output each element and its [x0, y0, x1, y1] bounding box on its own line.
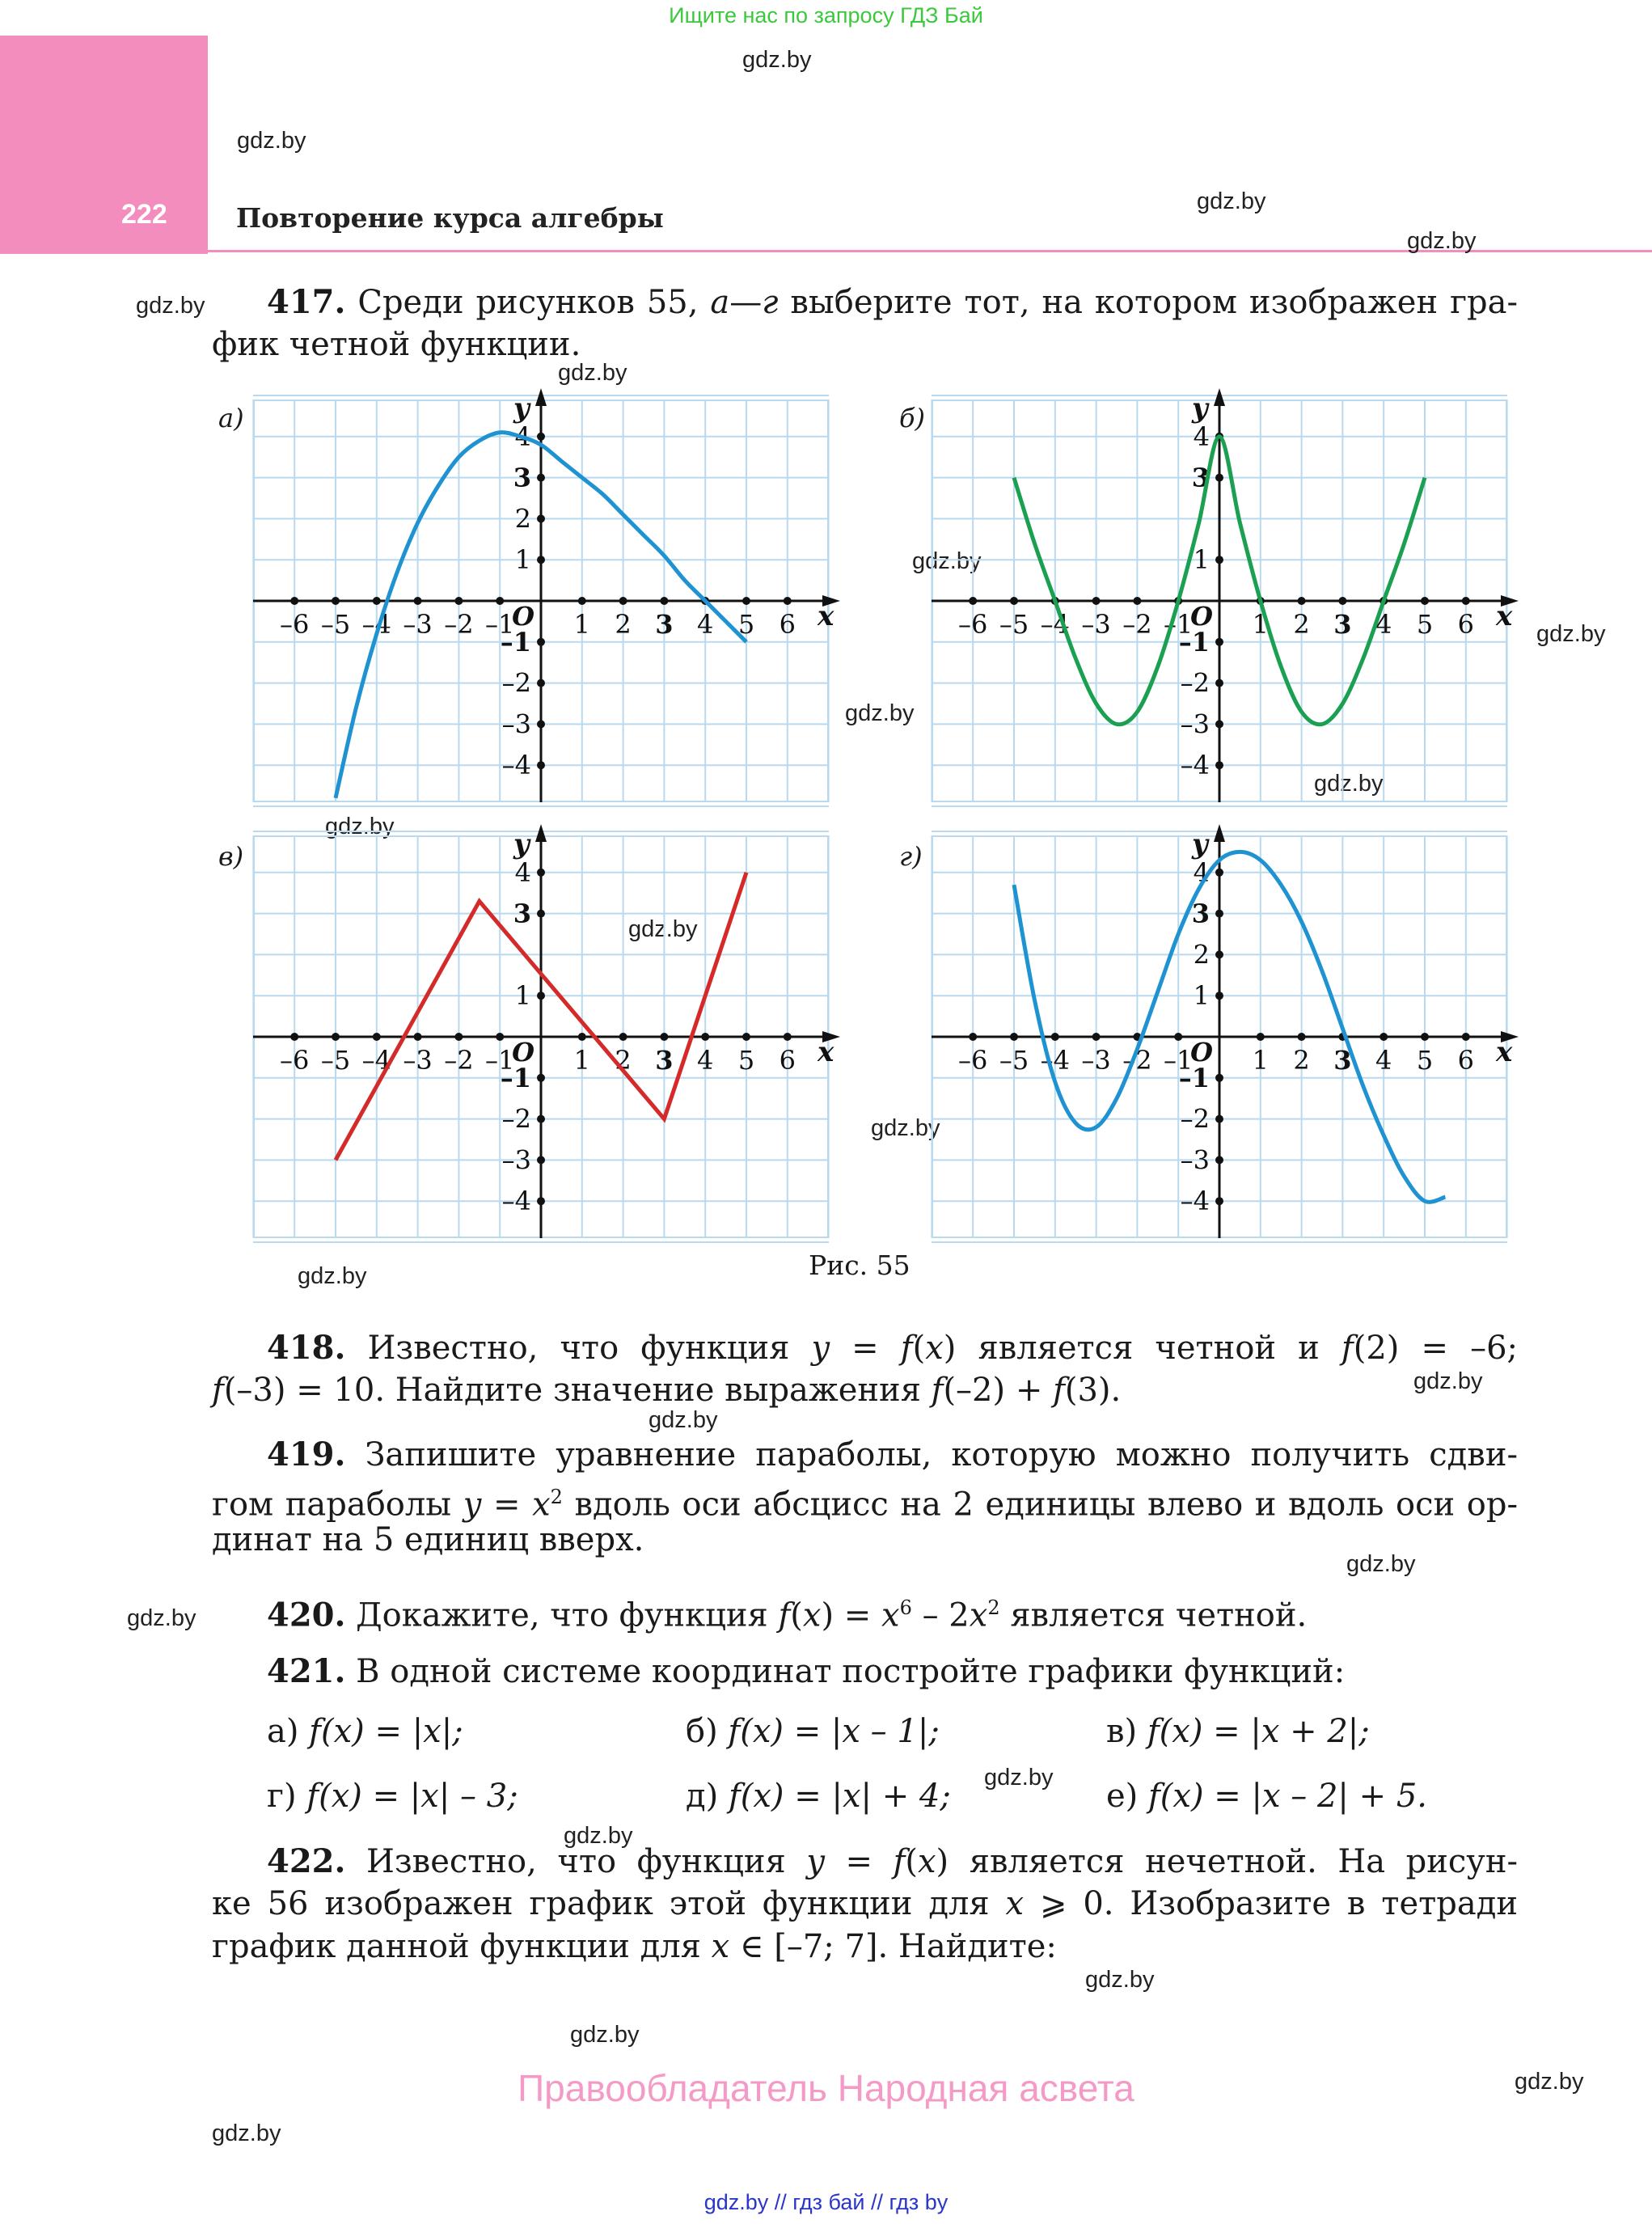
x-tick-dot: [496, 597, 504, 605]
y-tick-label: 4: [514, 856, 531, 888]
y-tick-label: 3: [1191, 898, 1210, 929]
x-tick-dot: [969, 1033, 977, 1041]
y-tick-dot: [537, 1197, 545, 1205]
x-tick-dot: [1257, 1033, 1265, 1041]
y-axis-label: y: [513, 828, 530, 860]
x-tick-dot: [454, 1033, 463, 1041]
y-tick-dot: [537, 761, 545, 769]
y-tick-dot: [537, 1074, 545, 1082]
x-tick-label: 6: [1457, 609, 1474, 640]
x-tick-dot: [619, 1033, 627, 1041]
y-tick-label: –2: [1180, 667, 1210, 699]
x-tick-label: 5: [1416, 1045, 1434, 1076]
x-tick-label: 2: [1293, 1045, 1310, 1076]
y-tick-dot: [1215, 679, 1223, 687]
y-tick-label: –2: [501, 1103, 531, 1135]
watermark: gdz.by: [1314, 771, 1384, 797]
watermark: gdz.by: [570, 2022, 640, 2048]
x-tick-dot: [578, 1033, 586, 1041]
problem-418-line1: 418. Известно, что функция y = f(x) является четной и f(2) = –6;: [267, 1329, 1519, 1367]
y-tick-label: 3: [1191, 462, 1210, 493]
x-tick-dot: [660, 597, 668, 605]
x-tick-dot: [414, 597, 422, 605]
y-tick-label: –4: [1180, 1186, 1210, 1217]
x-tick-label: 1: [1252, 609, 1269, 640]
x-tick-dot: [290, 1033, 298, 1041]
figure-caption: Рис. 55: [809, 1249, 911, 1281]
y-tick-dot: [537, 679, 545, 687]
x-tick-dot: [1298, 1033, 1306, 1041]
watermark: gdz.by: [237, 128, 306, 154]
x-tick-dot: [1462, 597, 1470, 605]
y-tick-label: –4: [1180, 750, 1210, 781]
x-tick-label: –3: [403, 609, 433, 640]
y-tick-label: –3: [501, 708, 531, 740]
x-tick-dot: [701, 1033, 709, 1041]
y-axis-label: y: [1192, 392, 1208, 425]
problem-421-item-b: б) f(x) = |x – 1|;: [686, 1713, 940, 1750]
origin-label: O: [512, 1037, 534, 1068]
y-axis-label: y: [513, 392, 530, 425]
x-axis-label: x: [1496, 1036, 1513, 1068]
x-tick-dot: [1010, 597, 1018, 605]
x-tick-label: 3: [655, 1045, 674, 1076]
problem-422-line1: 422. Известно, что функция y = f(x) является нечетной. На рисун-: [267, 1842, 1519, 1880]
x-tick-dot: [969, 597, 977, 605]
x-tick-label: –4: [361, 1045, 391, 1076]
y-tick-dot: [537, 869, 545, 877]
watermark: gdz.by: [1413, 1368, 1483, 1394]
watermark: gdz.by: [1407, 228, 1477, 254]
y-tick-dot: [537, 474, 545, 482]
graph-a: [253, 392, 834, 802]
y-tick-dot: [1215, 991, 1223, 1000]
x-tick-label: 1: [573, 1045, 590, 1076]
watermark: gdz.by: [845, 700, 915, 726]
origin-label: O: [1190, 601, 1213, 632]
x-tick-label: –1: [485, 609, 515, 640]
y-tick-label: 3: [513, 462, 531, 493]
y-axis-arrow: [1214, 824, 1225, 842]
running-head: Повторение курса алгебры: [236, 202, 664, 234]
watermark: gdz.by: [742, 47, 812, 73]
problem-418-line2: f(–3) = 10. Найдите значение выражения f(–2) + f(3).: [212, 1372, 1122, 1409]
x-tick-label: 6: [779, 1045, 796, 1076]
watermark: gdz.by: [871, 1115, 940, 1141]
x-tick-dot: [1010, 1033, 1018, 1041]
problem-421-item-v: в) f(x) = |x + 2|;: [1106, 1713, 1370, 1750]
y-tick-label: –2: [1180, 1103, 1210, 1135]
y-tick-label: –3: [501, 1144, 531, 1176]
y-tick-dot: [1215, 910, 1223, 918]
x-tick-label: –2: [1122, 1045, 1152, 1076]
x-tick-dot: [1298, 597, 1306, 605]
x-axis-label: x: [1496, 600, 1513, 632]
y-tick-dot: [537, 514, 545, 522]
y-tick-dot: [1215, 1197, 1223, 1205]
x-tick-dot: [332, 597, 340, 605]
x-tick-label: 4: [1375, 609, 1392, 640]
x-tick-label: –3: [1081, 609, 1111, 640]
x-tick-label: –1: [1164, 609, 1194, 640]
x-tick-dot: [1421, 1033, 1429, 1041]
watermark: gdz.by: [1085, 1967, 1155, 1993]
x-tick-label: 2: [615, 1045, 632, 1076]
watermark: gdz.by: [298, 1263, 367, 1289]
y-tick-label: 1: [1193, 544, 1210, 576]
x-tick-label: 4: [1375, 1045, 1392, 1076]
y-tick-label: –2: [501, 667, 531, 699]
x-tick-label: –6: [280, 609, 310, 640]
problem-421-item-a: а) f(x) = |x|;: [267, 1713, 463, 1750]
y-tick-dot: [537, 991, 545, 1000]
x-tick-label: 6: [779, 609, 796, 640]
bottom-links[interactable]: gdz.by // гдз бай // гдз by: [703, 2190, 949, 2214]
y-axis-arrow: [1214, 388, 1225, 406]
y-tick-dot: [1215, 1115, 1223, 1123]
x-tick-label: 3: [655, 609, 674, 640]
y-tick-dot: [1215, 869, 1223, 877]
y-tick-label: –3: [1180, 1144, 1210, 1176]
x-tick-dot: [496, 1033, 504, 1041]
y-tick-dot: [537, 1115, 545, 1123]
watermark: gdz.by: [1536, 621, 1606, 647]
x-tick-dot: [1379, 1033, 1388, 1041]
origin-label: O: [1190, 1037, 1213, 1068]
x-axis-label: x: [818, 600, 834, 632]
problem-422-line3: график данной функции для x ∈ [–7; 7]. Найдите:: [212, 1928, 1057, 1965]
x-tick-label: –1: [485, 1045, 515, 1076]
watermark: gdz.by: [1197, 188, 1266, 214]
y-tick-label: –1: [1178, 626, 1210, 657]
x-tick-label: –6: [958, 609, 988, 640]
x-tick-label: 5: [1416, 609, 1434, 640]
x-tick-label: –1: [1164, 1045, 1194, 1076]
y-tick-label: 4: [514, 421, 531, 452]
x-tick-dot: [742, 1033, 750, 1041]
x-tick-dot: [1051, 1033, 1059, 1041]
watermark: gdz.by: [558, 360, 627, 386]
x-tick-label: –5: [320, 1045, 351, 1076]
y-tick-dot: [1215, 950, 1223, 958]
problem-419-line3: динат на 5 единиц вверх.: [212, 1521, 644, 1558]
y-tick-label: 1: [1193, 980, 1210, 1012]
problem-421: 421. В одной системе координат постройте графики функций:: [267, 1652, 1346, 1690]
x-tick-dot: [1174, 1033, 1182, 1041]
y-tick-label: 1: [514, 544, 531, 576]
x-tick-dot: [784, 597, 792, 605]
watermark: gdz.by: [212, 2120, 281, 2146]
y-tick-dot: [537, 1156, 545, 1164]
y-axis-arrow: [535, 388, 547, 406]
x-tick-label: –2: [444, 609, 474, 640]
y-tick-dot: [537, 556, 545, 564]
panel-label-v: в): [218, 841, 244, 872]
graph-g: [932, 828, 1513, 1238]
x-tick-dot: [619, 597, 627, 605]
x-tick-dot: [578, 597, 586, 605]
x-tick-label: –6: [958, 1045, 988, 1076]
x-tick-label: 1: [573, 609, 590, 640]
x-tick-label: 3: [1333, 609, 1352, 640]
x-tick-dot: [660, 1033, 668, 1041]
y-tick-dot: [1215, 638, 1223, 646]
x-tick-dot: [742, 597, 750, 605]
problem-417-line2: фик четной функции.: [212, 326, 581, 363]
problem-421-item-d: д) f(x) = |x| + 4;: [686, 1778, 951, 1815]
watermark: gdz.by: [1346, 1551, 1416, 1577]
watermark: gdz.by: [984, 1765, 1054, 1791]
panel-label-g: г): [899, 841, 923, 872]
problem-420: 420. Докажите, что функция $f(x) = x^6 - 2x^2$ является четной.: [267, 1596, 1308, 1634]
y-tick-label: –1: [500, 1062, 531, 1093]
y-tick-label: 4: [1193, 856, 1210, 888]
x-tick-dot: [373, 597, 381, 605]
x-tick-label: –5: [999, 1045, 1029, 1076]
x-tick-dot: [1133, 597, 1141, 605]
top-banner[interactable]: Ищите нас по запросу ГДЗ Бай: [669, 3, 983, 27]
watermark: gdz.by: [912, 548, 982, 574]
x-tick-label: 1: [1252, 1045, 1269, 1076]
x-tick-dot: [1092, 597, 1101, 605]
function-curve: [1014, 852, 1445, 1202]
y-tick-label: 2: [514, 503, 531, 535]
problem-417-line1: 417. Среди рисунков 55, а—г выберите тот, на котором изображен гра-: [267, 283, 1518, 321]
y-tick-dot: [1215, 720, 1223, 728]
x-tick-dot: [373, 1033, 381, 1041]
x-tick-dot: [1421, 597, 1429, 605]
problem-421-item-g: г) f(x) = |x| – 3;: [267, 1778, 518, 1815]
x-tick-label: –4: [1040, 609, 1070, 640]
panel-label-b: б): [899, 403, 926, 433]
problem-421-item-e: е) f(x) = |x – 2| + 5.: [1106, 1778, 1428, 1815]
x-tick-label: –4: [1040, 1045, 1070, 1076]
watermark: gdz.by: [628, 916, 698, 942]
graph-b: [932, 392, 1513, 802]
problem-419-line2: гом параболы $y = x^2$ вдоль оси абсцисс на 2 единицы влево и вдоль оси ор-: [212, 1486, 1519, 1524]
watermark: gdz.by: [127, 1605, 196, 1631]
x-tick-label: –2: [444, 1045, 474, 1076]
x-tick-dot: [290, 597, 298, 605]
x-tick-dot: [784, 1033, 792, 1041]
origin-label: O: [512, 601, 534, 632]
y-tick-dot: [1215, 761, 1223, 769]
x-tick-label: –5: [999, 609, 1029, 640]
x-tick-label: 2: [615, 609, 632, 640]
x-tick-dot: [414, 1033, 422, 1041]
panel-label-a: а): [218, 403, 244, 433]
x-tick-label: –3: [1081, 1045, 1111, 1076]
y-tick-label: –4: [501, 750, 531, 781]
y-axis-arrow: [535, 824, 547, 842]
y-tick-dot: [537, 720, 545, 728]
problem-422-line2: ке 56 изображен график этой функции для x ⩾ 0. Изобразите в тетради: [212, 1885, 1518, 1922]
watermark: gdz.by: [325, 814, 395, 839]
y-tick-dot: [1215, 474, 1223, 482]
x-tick-dot: [1462, 1033, 1470, 1041]
x-tick-dot: [332, 1033, 340, 1041]
x-tick-dot: [1338, 597, 1346, 605]
y-tick-dot: [1215, 1074, 1223, 1082]
x-axis-label: x: [818, 1036, 834, 1068]
x-tick-label: –5: [320, 609, 351, 640]
x-tick-label: 5: [737, 609, 755, 640]
x-tick-dot: [1092, 1033, 1101, 1041]
y-tick-dot: [1215, 556, 1223, 564]
y-tick-label: –1: [500, 626, 531, 657]
y-tick-dot: [537, 638, 545, 646]
copyright-footer: Правообладатель Народная асвета: [518, 2067, 1134, 2109]
x-tick-label: 3: [1333, 1045, 1352, 1076]
x-tick-label: 4: [697, 1045, 714, 1076]
y-tick-label: –4: [501, 1186, 531, 1217]
x-tick-label: 2: [1293, 609, 1310, 640]
y-tick-label: 2: [1193, 939, 1210, 970]
x-tick-label: 6: [1457, 1045, 1474, 1076]
x-tick-label: 4: [697, 609, 714, 640]
x-tick-label: –4: [361, 609, 391, 640]
y-tick-label: 3: [513, 898, 531, 929]
watermark: gdz.by: [649, 1407, 718, 1433]
y-axis-label: y: [1192, 828, 1208, 860]
graph-v: [253, 828, 834, 1238]
page-number: 222: [121, 199, 167, 230]
x-tick-label: –2: [1122, 609, 1152, 640]
watermark: gdz.by: [136, 293, 205, 319]
y-tick-dot: [537, 433, 545, 441]
x-tick-label: 5: [737, 1045, 755, 1076]
problem-419-line1: 419. Запишите уравнение параболы, которую можно получить сдви-: [267, 1435, 1518, 1474]
y-tick-label: 4: [1193, 421, 1210, 452]
x-tick-dot: [454, 597, 463, 605]
x-tick-label: –3: [403, 1045, 433, 1076]
y-tick-label: –3: [1180, 708, 1210, 740]
y-tick-label: 1: [514, 980, 531, 1012]
watermark: gdz.by: [1515, 2069, 1584, 2095]
x-tick-label: –6: [280, 1045, 310, 1076]
y-tick-dot: [1215, 1156, 1223, 1164]
y-tick-label: –1: [1178, 1062, 1210, 1093]
y-tick-dot: [537, 910, 545, 918]
watermark: gdz.by: [564, 1823, 633, 1849]
header-color-block: [0, 36, 208, 254]
